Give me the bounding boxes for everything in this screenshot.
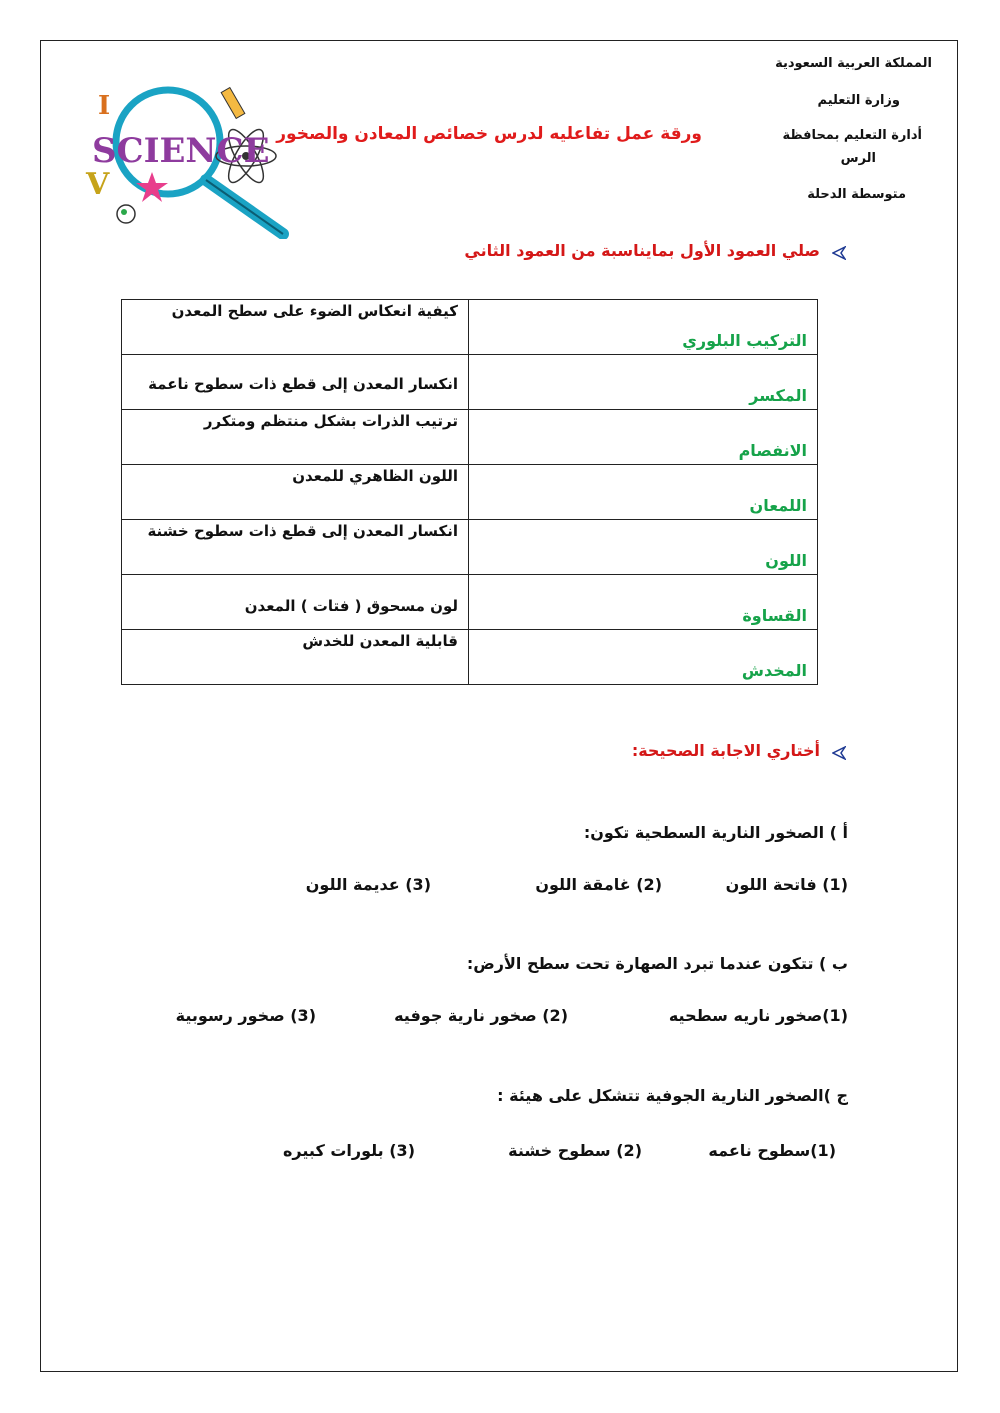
science-logo — [78, 84, 292, 239]
term-cell: القساوة — [742, 606, 807, 625]
definition-cell: لون مسحوق ( فتات ) المعدن — [244, 597, 458, 615]
question-b-option-1[interactable]: (1)صخور ناريه سطحيه — [668, 1006, 848, 1025]
svg-text:V: V — [86, 167, 110, 202]
table-row — [122, 300, 818, 355]
administration-city-label: الرس — [840, 151, 876, 166]
table-row — [122, 410, 818, 465]
question-a-stem: أ ) الصخور النارية السطحية تكون: — [583, 823, 848, 842]
question-c-option-3[interactable]: (3) بلورات كبيره — [282, 1141, 415, 1160]
question-c-option-2[interactable]: (2) سطوح خشنة — [508, 1141, 642, 1160]
definition-cell: ترتيب الذرات بشكل منتظم ومتكرر — [203, 412, 458, 430]
question-c-stem: ج )الصخور النارية الجوفية تتشكل على هيئة : — [497, 1086, 848, 1105]
question-a-option-3[interactable]: (3) عديمة اللون — [305, 875, 431, 894]
definition-cell: كيفية انعكاس الضوء على سطح المعدن — [171, 302, 458, 320]
definition-cell: انكسار المعدن إلى قطع ذات سطوح ناعمة — [148, 375, 458, 393]
term-cell: التركيب البلوري — [682, 331, 807, 350]
question-b-option-3[interactable]: (3) صخور رسوبية — [175, 1006, 316, 1025]
administration-label: أدارة التعليم بمحافظة — [782, 128, 922, 143]
question-b-option-2[interactable]: (2) صخور نارية جوفيه — [394, 1006, 568, 1025]
worksheet-title: ورقة عمل تفاعليه لدرس خصائص المعادن والصخور — [276, 124, 702, 144]
matching-table — [121, 299, 818, 685]
logo-text: SCIENCE — [92, 131, 270, 171]
science-magnifier-logo — [78, 84, 292, 239]
table-row — [122, 520, 818, 575]
mcq-instruction: أختاري الاجابة الصحيحة: — [631, 741, 820, 760]
term-cell: المخدش — [741, 661, 807, 680]
arrow-bullet-icon — [832, 246, 846, 260]
table-row — [122, 465, 818, 520]
question-a-option-2[interactable]: (2) غامقة اللون — [535, 875, 662, 894]
question-a-option-1[interactable]: (1) فاتحة اللون — [725, 875, 848, 894]
term-cell: الانفصام — [738, 441, 807, 460]
question-c-option-1[interactable]: (1)سطوح ناعمه — [708, 1141, 836, 1160]
svg-text:I: I — [98, 91, 111, 121]
ministry-label: وزارة التعليم — [817, 93, 900, 108]
page-border — [40, 40, 958, 1372]
arrow-bullet-icon — [832, 746, 846, 760]
table-row — [122, 575, 818, 630]
school-label: متوسطة الدحلة — [807, 187, 906, 202]
definition-cell: انكسار المعدن إلى قطع ذات سطوح خشنة — [147, 522, 458, 540]
definition-cell: قابلية المعدن للخدش — [302, 632, 458, 650]
term-cell: المكسر — [749, 386, 807, 405]
kingdom-label: المملكة العربية السعودية — [775, 56, 932, 71]
definition-cell: اللون الظاهري للمعدن — [292, 467, 458, 485]
term-cell: اللون — [765, 551, 807, 570]
term-cell: اللمعان — [749, 496, 807, 515]
table-row — [122, 630, 818, 685]
table-row — [122, 355, 818, 410]
matching-instruction: صلي العمود الأول بمايناسبة من العمود الثاني — [464, 241, 820, 260]
question-b-stem: ب ) تتكون عندما تبرد الصهارة تحت سطح الأرض: — [466, 954, 848, 973]
